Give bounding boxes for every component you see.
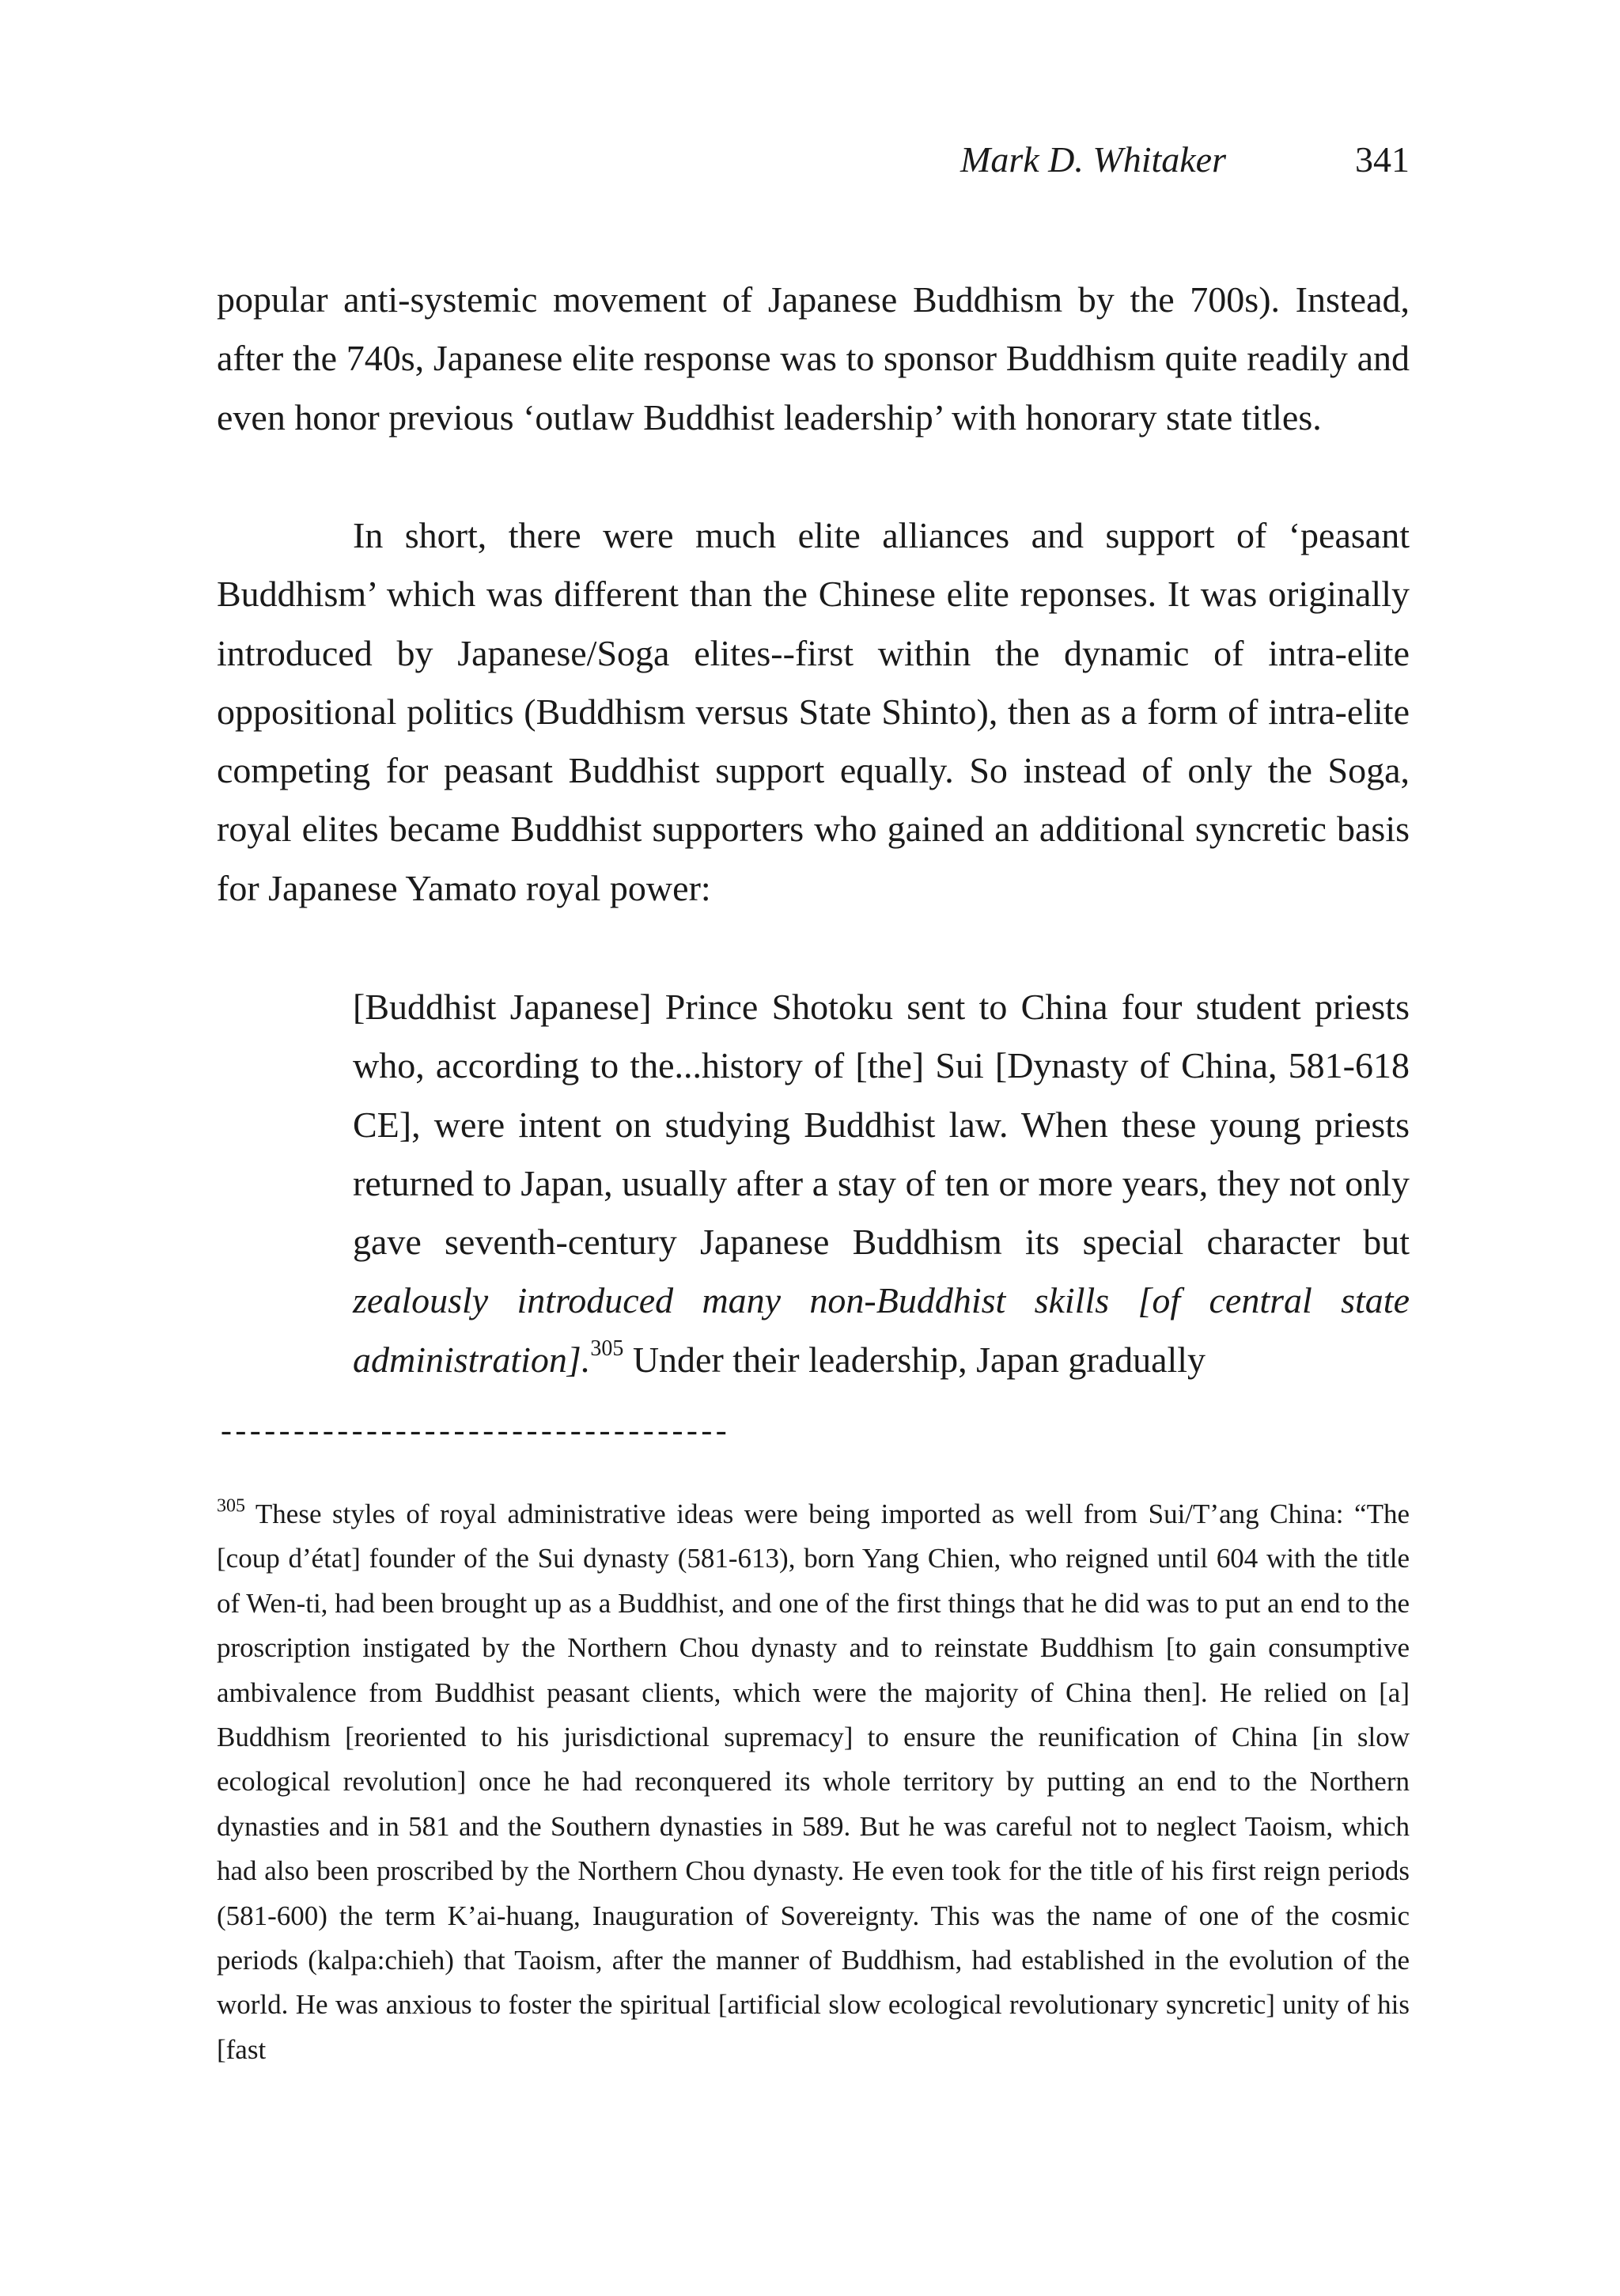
- footnote-reference-305[interactable]: 305: [590, 1336, 624, 1361]
- running-header-author: Mark D. Whitaker: [960, 139, 1226, 180]
- page-number: 341: [1355, 139, 1410, 180]
- footnote-separator-rule: -----------------------------------: [217, 1416, 727, 1452]
- footnote-text: These styles of royal administrative ideas were being imported as well from Sui/T’ang China: “The [coup d’état] founder of the Sui dynasty (581-613), born Yang Chien, who reigned until 604 with the title of Wen-ti, had been brought up as a Buddhist, and one of the first things that he did was to put an end to the proscription instigated by the Northern Chou dynasty and to reinstate Buddhism [to gain consumptive ambivalence from Buddhist peasant clients, which were the majority of China then]. He relied on [a] Buddhism [reoriented to his jurisdictional supremacy] to ensure the reunification of China [in slow ecological revolution] once he had reconquered its whole territory by putting an end to the Northern dynasties and in 581 and the Southern dynasties in 589. But he was careful not to neglect Taoism, which had also been proscribed by the Northern Chou dynasty. He even took for the title of his first reign periods (581-600) the term K’ai-huang, Inauguration of Sovereignty. This was the name of one of the cosmic periods (kalpa:chieh) that Taoism, after the manner of Buddhism, had established in the evolution of the world. He was anxious to foster the spiritual [artificial slow ecological revolutionary syncretic] unity of his [fast: [217, 1498, 1410, 2065]
- running-header: [217, 136, 1410, 184]
- quote-text-after: Under their leadership, Japan gradually: [632, 1339, 1206, 1380]
- body-paragraph-2: In short, there were much elite alliances and support of ‘peasant Buddhism’ which was different than the Chinese elite reponses. It was originally introduced by Japanese/Soga elites--first within the dynamic of intra-elite oppositional politics (Buddhism versus State Shinto), then as a form of intra-elite competing for peasant Buddhist support equally. So instead of only the Soga, royal elites became Buddhist supporters who gained an additional syncretic basis for Japanese Yamato royal power:: [217, 515, 1410, 908]
- block-quote: [353, 978, 1410, 1389]
- quote-italic-text: zealously introduced many non-Buddhist skills [of central state administration].: [353, 1280, 1410, 1380]
- footnote-marker: 305: [217, 1495, 245, 1517]
- body-paragraph-1: popular anti-systemic movement of Japanese Buddhism by the 700s). Instead, after the 740s, Japanese elite response was to sponsor Buddhism quite readily and even honor previous ‘outlaw Buddhist leadership’ with honorary state titles.: [217, 279, 1410, 438]
- quote-text-before: [Buddhist Japanese] Prince Shotoku sent to China four student priests who, according to the...history of [the] Sui [Dynasty of China, 581-618 CE], were intent on studying Buddhist law. When these young priests returned to Japan, usually after a stay of ten or more years, they not only gave seventh-century Japanese Buddhism its special character but: [353, 987, 1410, 1263]
- footnote-305: [217, 1492, 1410, 2072]
